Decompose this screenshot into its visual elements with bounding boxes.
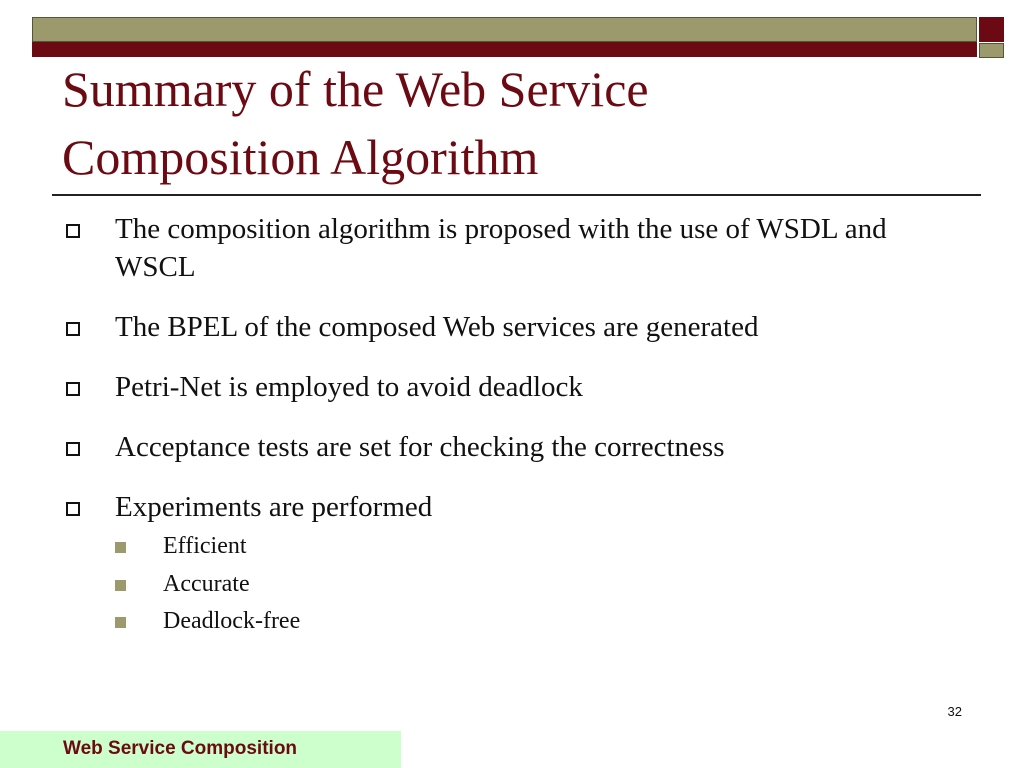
sub-bullet-item <box>115 603 962 641</box>
sub-bullet-item <box>115 528 962 566</box>
bullet-text: The BPEL of the composed Web services are generated <box>115 311 759 343</box>
hollow-square-bullet-icon <box>66 224 80 238</box>
header-olive-bar <box>32 17 977 42</box>
hollow-square-bullet-icon <box>66 322 80 336</box>
sub-bullet-text: Efficient <box>163 533 247 559</box>
bullet-text: Petri-Net is employed to avoid deadlock <box>115 371 583 403</box>
bullet-item <box>62 368 962 406</box>
bullet-item <box>62 210 962 286</box>
hollow-square-bullet-icon <box>66 382 80 396</box>
bullet-list <box>62 210 962 641</box>
filled-square-bullet-icon <box>115 542 126 553</box>
sub-bullet-list <box>115 528 962 641</box>
slide-title-line-2: Composition Algorithm <box>62 129 539 185</box>
slide-title <box>62 55 962 191</box>
title-divider <box>52 194 981 196</box>
bullet-text: Experiments are performed <box>115 491 433 523</box>
header-olive-square <box>979 43 1004 58</box>
sub-bullet-item <box>115 566 962 604</box>
hollow-square-bullet-icon <box>66 502 80 516</box>
sub-bullet-text: Accurate <box>163 570 250 597</box>
bullet-item <box>62 308 962 346</box>
footer-label: Web Service Composition <box>63 738 298 759</box>
bullet-text: The composition algorithm is proposed with the use of WSDL and WSCL <box>115 213 887 283</box>
sub-bullet-text: Deadlock-free <box>163 608 301 634</box>
filled-square-bullet-icon <box>115 580 126 591</box>
header-red-square <box>979 17 1004 42</box>
page-number: 32 <box>947 704 962 719</box>
bullet-item <box>62 428 962 466</box>
bullet-text: Acceptance tests are set for checking the correctness <box>115 431 725 463</box>
hollow-square-bullet-icon <box>66 442 80 456</box>
bullet-item <box>62 488 962 641</box>
slide-title-line-1: Summary of the Web Service <box>62 61 649 117</box>
filled-square-bullet-icon <box>115 617 126 628</box>
slide-content <box>62 210 962 641</box>
